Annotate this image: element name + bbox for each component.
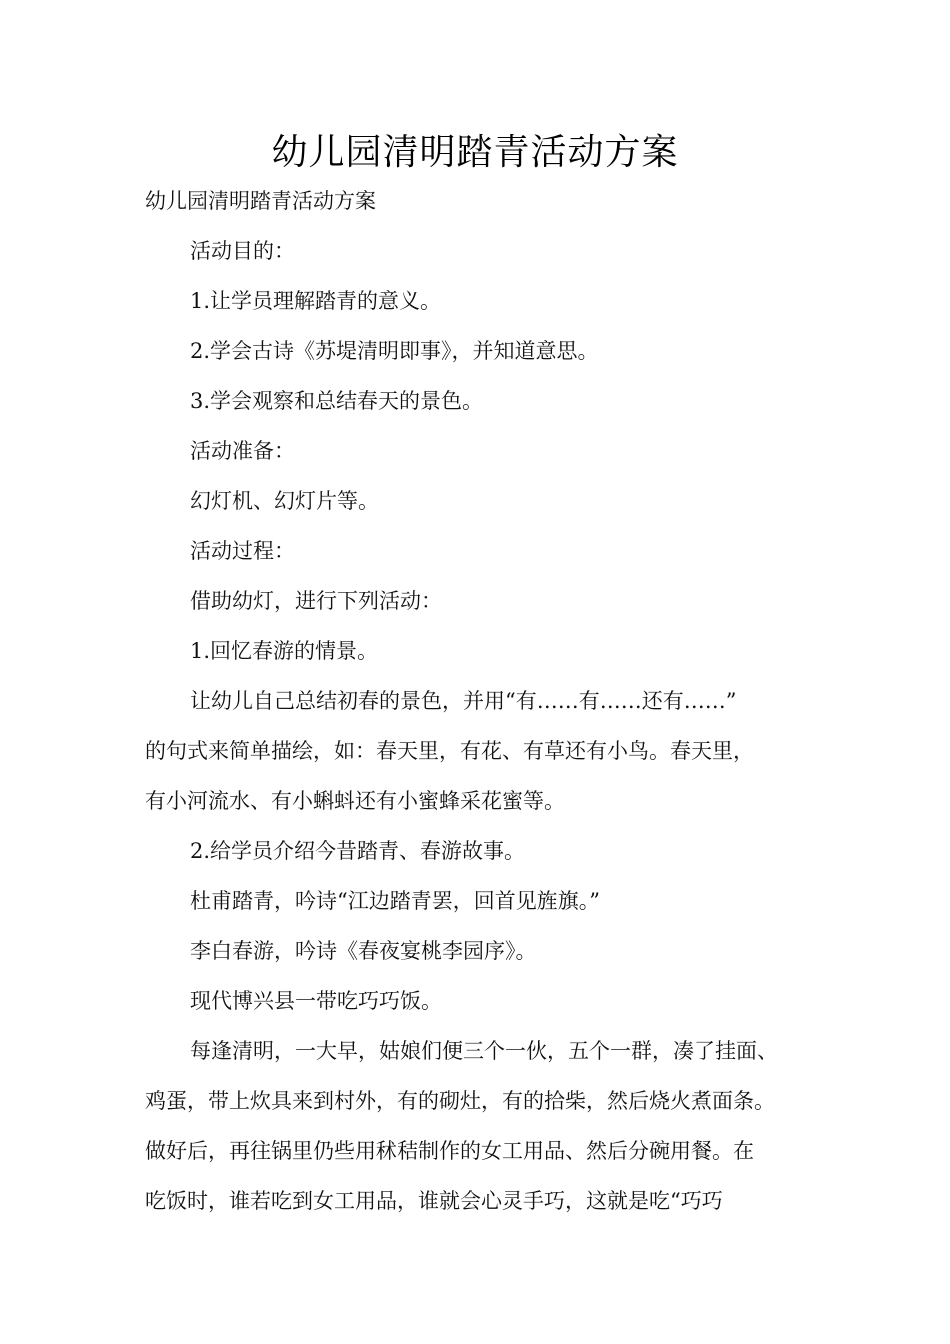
text-line: 的句式来简单描绘，如：春天里，有花、有草还有小鸟。春天里， <box>145 739 754 763</box>
text-line: 1.让学员理解踏青的意义。 <box>190 289 442 313</box>
text-line: 鸡蛋，带上炊具来到村外，有的砌灶，有的拾柴，然后烧火煮面条。 <box>145 1089 775 1113</box>
text-line: 活动过程： <box>190 539 295 563</box>
document-title: 幼儿园清明踏青活动方案 <box>271 132 679 173</box>
text-line: 3.学会观察和总结春天的景色。 <box>190 389 484 413</box>
text-line: 让幼儿自己总结初春的景色，并用“有……有……还有……” <box>190 689 737 713</box>
text-line: 有小河流水、有小蝌蚪还有小蜜蜂采花蜜等。 <box>145 789 565 813</box>
text-line: 做好后，再往锅里仍些用秫秸制作的女工用品、然后分碗用餐。在 <box>145 1139 754 1163</box>
text-line: 李白春游，吟诗《春夜宴桃李园序》。 <box>190 939 537 963</box>
text-line: 活动目的： <box>190 239 295 263</box>
text-line: 活动准备： <box>190 439 295 463</box>
text-line: 现代博兴县一带吃巧巧饭。 <box>190 989 442 1013</box>
text-line: 1.回忆春游的情景。 <box>190 639 379 663</box>
text-line: 2.给学员介绍今昔踏青、春游故事。 <box>190 839 526 863</box>
text-line: 2.学会古诗《苏堤清明即事》，并知道意思。 <box>190 339 599 363</box>
text-line: 吃饭时，谁若吃到女工用品，谁就会心灵手巧，这就是吃“巧巧 <box>145 1189 723 1213</box>
text-line: 幻灯机、幻灯片等。 <box>190 489 379 513</box>
text-line: 借助幼灯，进行下列活动： <box>190 589 442 613</box>
text-line: 每逢清明，一大早，姑娘们便三个一伙，五个一群，凑了挂面、 <box>190 1039 778 1063</box>
subtitle-line: 幼儿园清明踏青活动方案 <box>145 189 376 213</box>
text-line: 杜甫踏青，吟诗“江边踏青罢，回首见旌旗。” <box>190 889 600 913</box>
